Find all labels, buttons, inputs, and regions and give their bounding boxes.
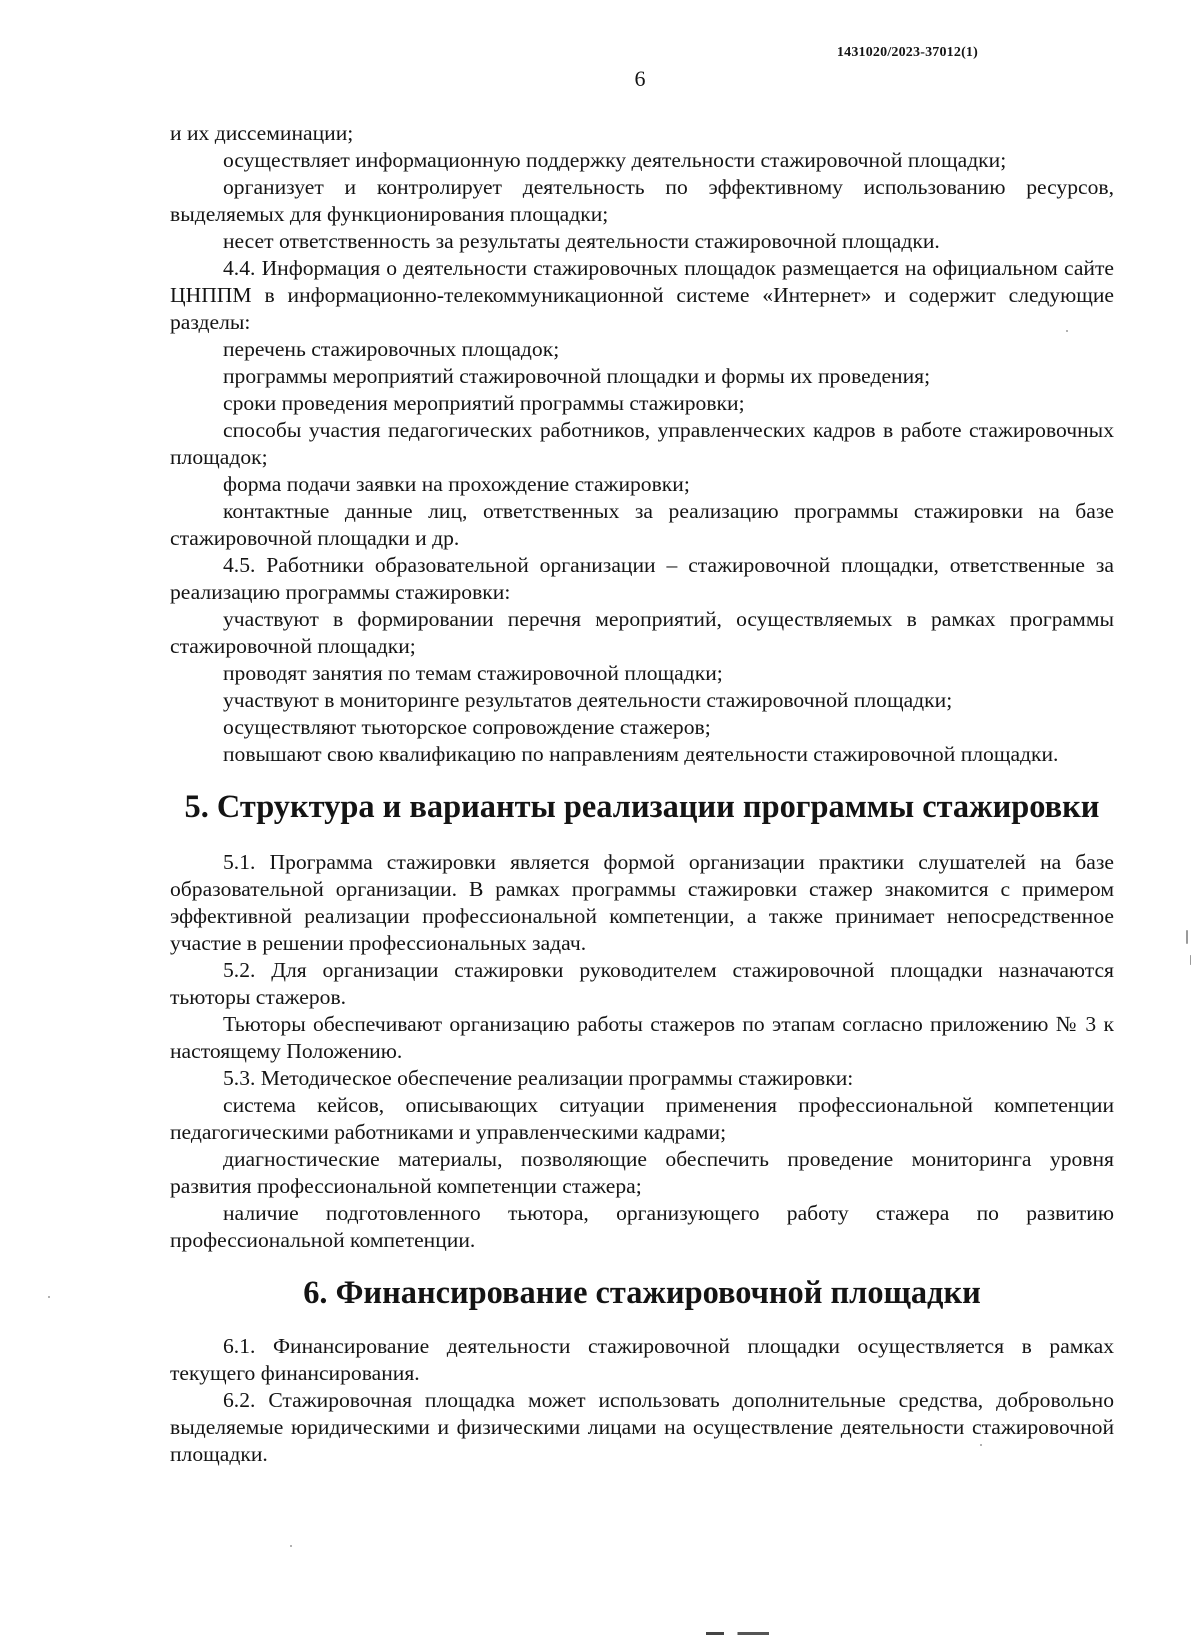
scan-speck [1066, 330, 1068, 332]
paragraph: форма подачи заявки на прохождение стажировки; [223, 472, 690, 496]
paragraph: система кейсов, описывающих ситуации применения профессиональной компетенции педагогическими работниками и управленческими кадрами; [170, 1093, 1114, 1144]
paragraph: 5.1. Программа стажировки является формой организации практики слушателей на базе образовательной организации. В рамках программы стажировки стажер знакомится с примером эффективной реализации профессиональной компетенции, а также принимает непосредственное участие в решении профессиональных задач. [170, 850, 1114, 955]
paragraph: 4.5. Работники образовательной организации – стажировочной площадки, ответственные за реализацию программы стажировки: [170, 553, 1114, 604]
paragraph: проводят занятия по темам стажировочной площадки; [223, 661, 723, 685]
paragraph: контактные данные лиц, ответственных за реализацию программы стажировки на базе стажировочной площадки и др. [170, 499, 1114, 550]
paragraph: осуществляют тьюторское сопровождение стажеров; [223, 715, 711, 739]
scan-speck [290, 1545, 292, 1547]
scan-speck [980, 1444, 982, 1446]
scan-speck [48, 1296, 50, 1298]
page-number: 6 [634, 66, 646, 91]
paragraph: участвуют в формировании перечня мероприятий, осуществляемых в рамках программы стажировочной площадки; [170, 607, 1114, 658]
paragraph: осуществляет информационную поддержку деятельности стажировочной площадки; [223, 148, 1007, 172]
paragraph: повышают свою квалификацию по направлениям деятельности стажировочной площадки. [223, 742, 1059, 766]
scan-speck [1190, 955, 1191, 965]
paragraph: программы мероприятий стажировочной площадки и формы их проведения; [223, 364, 931, 388]
document-body [170, 120, 1114, 1468]
paragraph: Тьюторы обеспечивают организацию работы стажеров по этапам согласно приложению № 3 к настоящему Положению. [170, 1012, 1114, 1063]
paragraph: и их диссеминации; [170, 121, 354, 145]
paragraph: 5.2. Для организации стажировки руководителем стажировочной площадки назначаются тьюторы стажеров. [170, 958, 1114, 1009]
paragraph: наличие подготовленного тьютора, организующего работу стажера по развитию профессиональной компетенции. [170, 1201, 1114, 1252]
paragraph: организует и контролирует деятельность по эффективному использованию ресурсов, выделяемых для функционирования площадки; [170, 175, 1114, 226]
document-id: 1431020/2023-37012(1) [836, 45, 978, 60]
paragraph: 6.1. Финансирование деятельности стажировочной площадки осуществляется в рамках текущего финансирования. [170, 1334, 1114, 1385]
paragraph: сроки проведения мероприятий программы стажировки; [223, 391, 745, 415]
section-5-heading: 5. Структура и варианты реализации программы стажировки [184, 789, 1100, 825]
paragraph: 4.4. Информация о деятельности стажировочных площадок размещается на официальном сайте ЦНППМ в информационно-телекоммуникационной системе «Интернет» и содержит следующие разделы: [170, 256, 1114, 334]
paragraph: способы участия педагогических работников, управленческих кадров в работе стажировочных площадок; [170, 418, 1114, 469]
scan-speck [1186, 930, 1188, 944]
paragraph: 6.2. Стажировочная площадка может использовать дополнительные средства, добровольно выделяемые юридическими и физическими лицами на осуществление деятельности стажировочной площадки. [170, 1388, 1114, 1466]
paragraph: диагностические материалы, позволяющие обеспечить проведение мониторинга уровня развития профессиональной компетенции стажера; [170, 1147, 1114, 1198]
paragraph: перечень стажировочных площадок; [223, 337, 560, 361]
scan-edge-mark [706, 1632, 796, 1635]
section-6-heading: 6. Финансирование стажировочной площадки [303, 1275, 981, 1311]
paragraph: 5.3. Методическое обеспечение реализации программы стажировки: [223, 1066, 854, 1090]
paragraph: участвуют в мониторинге результатов деятельности стажировочной площадки; [223, 688, 953, 712]
paragraph: несет ответственность за результаты деятельности стажировочной площадки. [223, 229, 940, 253]
